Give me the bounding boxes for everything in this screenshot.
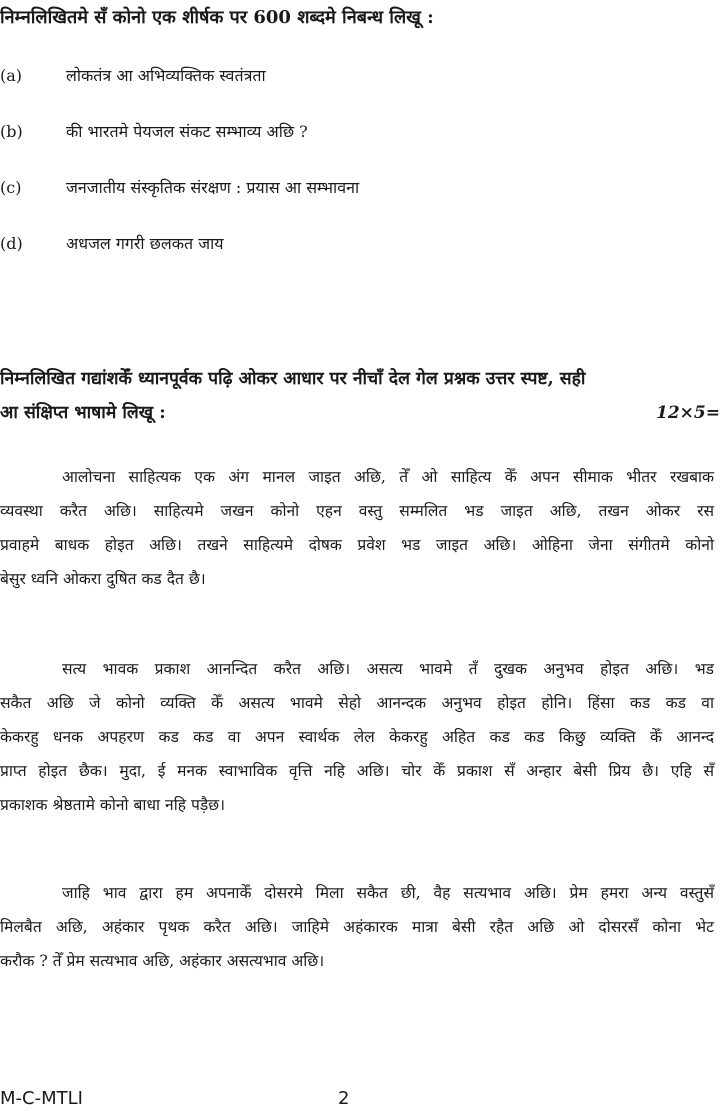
question-heading-essay: निम्नलिखितमे सँ कोनो एक शीर्षक पर 600 शब्दमे निबन्ध लिखू : (0, 7, 434, 28)
option-label: (c) (0, 178, 22, 197)
essay-option-c (0, 176, 359, 200)
paragraph-line: मिलबैत अछि, अहंकार पृथक करैत अछि। जाहिमे अहंकारक मात्रा बेसी रहैत अछि ओ दोसरसँ कोना भेट (0, 918, 714, 936)
heading-line: निम्नलिखित गद्यांशकेँ ध्यानपूर्वक पढ़ि ओकर आधार पर नीचाँ देल गेल प्रश्नक उत्तर स्पष्ट, सही (0, 369, 586, 389)
option-text: की भारतमे पेयजल संकट सम्भाव्य अछि ? (66, 122, 308, 141)
paragraph-line: बेसुर ध्वनि ओकरा दुषित कड दैत छै। (0, 570, 206, 588)
essay-option-d (0, 232, 224, 256)
question-heading-comprehension (0, 362, 716, 430)
paragraph-line: सत्य भावक प्रकाश आनन्दित करैत अछि। असत्य भावमे तँ दुखक अनुभव होइत अछि। भड (62, 660, 714, 678)
essay-option-a (0, 64, 266, 88)
passage-paragraph-2 (0, 652, 714, 822)
passage-paragraph-3 (0, 876, 714, 978)
option-label: (a) (0, 66, 23, 85)
option-text: लोकतंत्र आ अभिव्यक्तिक स्वतंत्रता (66, 66, 266, 85)
option-label: (b) (0, 122, 23, 141)
paragraph-line: प्रकाशक श्रेष्ठतामे कोनो बाधा नहि पड़ैछ। (0, 796, 226, 814)
essay-option-b (0, 120, 308, 144)
paper-code: M-C-MTLI (0, 1088, 83, 1109)
paragraph-line: केकरहु धनक अपहरण कड कड वा अपन स्वार्थक लेल केकरहु अहित कड कड किछु व्यक्ति केँ आनन्द (0, 728, 714, 746)
paragraph-line: सकैत अछि जे कोनो व्यक्ति केँ असत्य भावमे सेहो आनन्दक अनुभव होइत होनि। हिंसा कड कड वा (0, 694, 714, 712)
paragraph-line: व्यवस्था करैत अछि। साहित्यमे जखन कोनो एहन वस्तु सम्मलित भड जाइत अछि, तखन ओकर रस (0, 502, 714, 520)
option-text: अधजल गगरी छलकत जाय (66, 234, 224, 253)
marks-label: 12×5= (656, 403, 720, 423)
paragraph-line: प्रवाहमे बाधक होइत अछि। तखने साहित्यमे दोषक प्रवेश भड जाइत अछि। ओहिना जेना संगीतमे कोनो (0, 536, 714, 554)
passage-paragraph-1 (0, 460, 714, 596)
paragraph-line: आलोचना साहित्यक एक अंग मानल जाइत अछि, तेँ ओ साहित्य केँ अपन सीमाक भीतर रखबाक (62, 468, 714, 486)
option-label: (d) (0, 234, 23, 253)
page-number: 2 (338, 1088, 350, 1109)
paragraph-line: जाहि भाव द्वारा हम अपनाकेँ दोसरमे मिला सकैत छी, वैह सत्यभाव अछि। प्रेम हमरा अन्य वस्तुसँ (62, 884, 714, 902)
paragraph-line: प्राप्त होइत छैक। मुदा, ई मनक स्वाभाविक वृत्ति नहि अछि। चोर केँ प्रकाश सँ अन्हार बेसी प्रिय छै। एहि सँ (0, 762, 714, 780)
paragraph-line: करौक ? तेँ प्रेम सत्यभाव अछि, अहंकार असत्यभाव अछि। (0, 952, 325, 970)
heading-line: आ संक्षिप्त भाषामे लिखू : (0, 403, 166, 423)
option-text: जनजातीय संस्कृतिक संरक्षण : प्रयास आ सम्भावना (66, 178, 360, 197)
